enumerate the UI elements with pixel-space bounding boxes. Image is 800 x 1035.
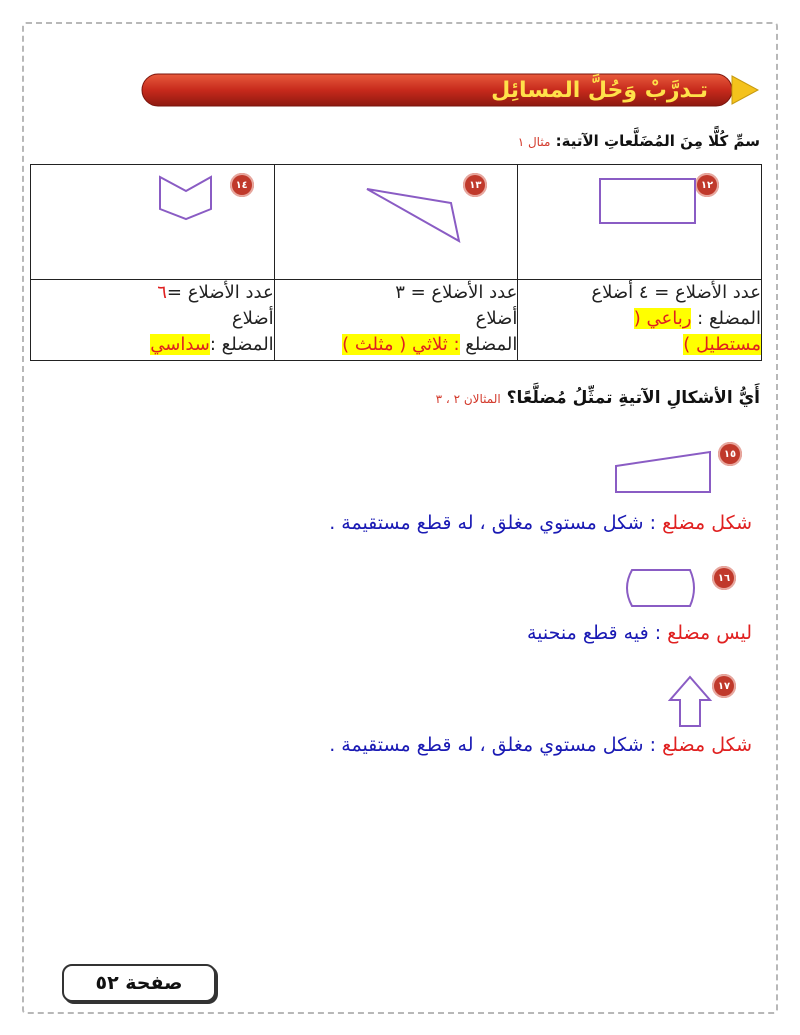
badge-16: ١٦	[712, 566, 736, 590]
trapezoid-shape	[614, 450, 716, 496]
cell-12	[518, 165, 762, 280]
cell-13	[274, 165, 518, 280]
answer-17	[329, 734, 752, 756]
answer-12-label: المضلع :	[697, 308, 761, 329]
answer-13-label: عدد الأضلاع =	[404, 282, 518, 303]
answer-14-label: عدد الأضلاع =	[166, 282, 274, 303]
instruction-ref: مثال ١	[517, 135, 551, 149]
badge-17: ١٧	[712, 674, 736, 698]
question-2-text: أَيُّ الأشكالِ الآتيةِ تمثِّلُ مُضلَّعًا؟	[506, 388, 760, 408]
answer-13-line1	[275, 280, 518, 306]
answer-12-value: رباعي (	[633, 308, 692, 329]
shapes-row	[31, 165, 762, 280]
curved-shape	[618, 566, 702, 610]
answer-12-line1: عدد الأضلاع = ٤ أضلاع	[591, 282, 761, 303]
answer-13-count: ٣	[395, 282, 405, 303]
answer-13-label-2: المضلع	[465, 334, 518, 355]
answer-13-line3	[275, 332, 518, 358]
answer-16-text: : فيه قطع منحنية	[526, 622, 662, 644]
badge-13: ١٣	[463, 173, 487, 197]
instruction	[518, 132, 760, 150]
answer-12-value-2: مستطيل )	[683, 334, 761, 355]
answer-14-label-2: المضلع :	[209, 334, 274, 355]
section-title: تـدرَّبْ وَحُلَّ المسائِل	[491, 78, 708, 103]
answer-12	[518, 280, 762, 361]
answer-16-label: ليس مضلع	[667, 622, 752, 644]
instruction-text: سمِّ كُلًّا مِنَ المُضَلَّعاتِ الآتية:	[555, 132, 760, 150]
answer-14-line3	[31, 332, 274, 358]
page-label: صفحة ٥٢	[62, 964, 216, 1002]
arrow-shape	[668, 674, 714, 730]
answer-14-line2: أضلاع	[231, 308, 274, 329]
question-2-ref: المثالان ٢ ، ٣	[435, 392, 501, 406]
answer-15	[329, 512, 752, 534]
answer-13-line2: أضلاع	[475, 308, 518, 329]
answer-12-line3	[518, 332, 761, 358]
answer-17-text: : شكل مستوي مغلق ، له قطع مستقيمة .	[329, 734, 657, 756]
answer-14-value: سداسي	[150, 334, 210, 355]
answer-12-line2	[518, 306, 761, 332]
answer-13	[274, 280, 518, 361]
badge-12: ١٢	[695, 173, 719, 197]
cell-14	[31, 165, 275, 280]
triangle-shape	[363, 181, 463, 245]
answers-row	[31, 280, 762, 361]
badge-15: ١٥	[718, 442, 742, 466]
polygon-table	[30, 164, 762, 361]
answer-14	[31, 280, 275, 361]
answer-15-label: شكل مضلع	[662, 512, 752, 534]
answer-15-text: : شكل مستوي مغلق ، له قطع مستقيمة .	[329, 512, 657, 534]
answer-16	[527, 622, 752, 644]
rectangle-shape	[598, 177, 698, 227]
hexagon-shape	[157, 173, 217, 223]
answer-17-label: شكل مضلع	[662, 734, 752, 756]
badge-14: ١٤	[230, 173, 254, 197]
answer-14-line1	[31, 280, 274, 306]
question-2	[436, 388, 760, 408]
answer-13-value: : ثلاثي ( مثلث )	[342, 334, 460, 355]
answer-14-count: ٦	[157, 282, 167, 303]
